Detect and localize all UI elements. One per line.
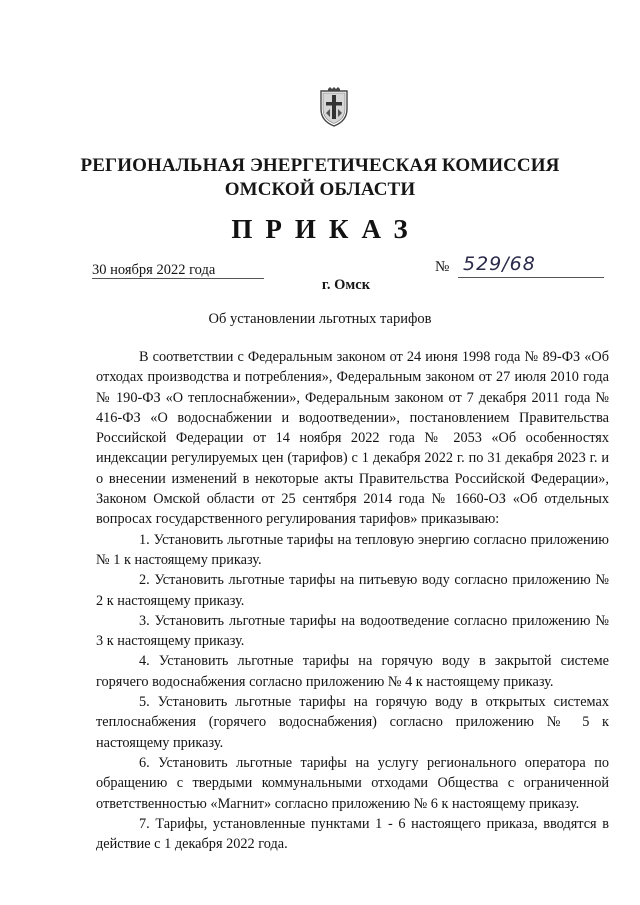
organization-name-line2: ОМСКОЙ ОБЛАСТИ bbox=[224, 179, 416, 200]
order-item-4: 4. Установить льготные тарифы на горячую воду в закрытой системе горячего водоснабжения согласно приложению № 4 к настоящему приказу. bbox=[96, 653, 609, 690]
order-body bbox=[96, 347, 609, 854]
preamble-paragraph: В соответствии с Федеральным законом от 24 июня 1998 года № 89-ФЗ «Об отходах производства и потребления», Федеральным законом от 27 июля 2010 года № 190-ФЗ «О теплоснабжении», Федеральным законом от 7 декабря 2011 года № 416-ФЗ «О водоснабжении и водоотведении», постановлением Правительства Российской Федерации от 14 ноября 2022 года № 2053 «Об особенностях индексации регулируемых цен (тарифов) с 1 декабря 2022 г. по 31 декабря 2023 г. и о внесении изменений в некоторые акты Правительства Российской Федерации», Законом Омской области от 25 сентября 2014 года № 1660-ОЗ «Об отдельных вопросах государственного регулирования тарифов» приказываю: bbox=[96, 349, 609, 528]
omsk-coat-of-arms-icon bbox=[317, 87, 351, 127]
order-item-5: 5. Установить льготные тарифы на горячую воду в открытых системах теплоснабжения (горячего водоснабжения) согласно приложению № 5 к настоящему приказу. bbox=[96, 694, 609, 751]
order-item-1: 1. Установить льготные тарифы на тепловую энергию согласно приложению № 1 к настоящему приказу. bbox=[96, 531, 609, 568]
organization-name-line1: РЕГИОНАЛЬНАЯ ЭНЕРГЕТИЧЕСКАЯ КОМИССИЯ bbox=[80, 155, 560, 176]
document-type-title: ПРИКАЗ bbox=[231, 214, 421, 244]
order-number-handwritten: 529/68 bbox=[463, 253, 536, 275]
city: г. Омск bbox=[321, 277, 371, 293]
order-number-label: № bbox=[435, 259, 450, 275]
order-date: 30 ноября 2022 года bbox=[92, 262, 216, 278]
order-subject: Об установлении льготных тарифов bbox=[208, 311, 432, 327]
order-item-2: 2. Установить льготные тарифы на питьевую воду согласно приложению № 2 к настоящему приказу. bbox=[96, 572, 609, 609]
order-item-3: 3. Установить льготные тарифы на водоотведение согласно приложению № 3 к настоящему приказу. bbox=[96, 612, 609, 650]
order-item-6: 6. Установить льготные тарифы на услугу регионального оператора по обращению с твердыми коммунальными отходами Общества с ограниченной ответственностью «Магнит» согласно приложению № 6 к настоящему приказу. bbox=[96, 754, 609, 812]
order-item-7: 7. Тарифы, установленные пунктами 1 - 6 настоящего приказа, вводятся в действие с 1 декабря 2022 года. bbox=[96, 815, 609, 853]
